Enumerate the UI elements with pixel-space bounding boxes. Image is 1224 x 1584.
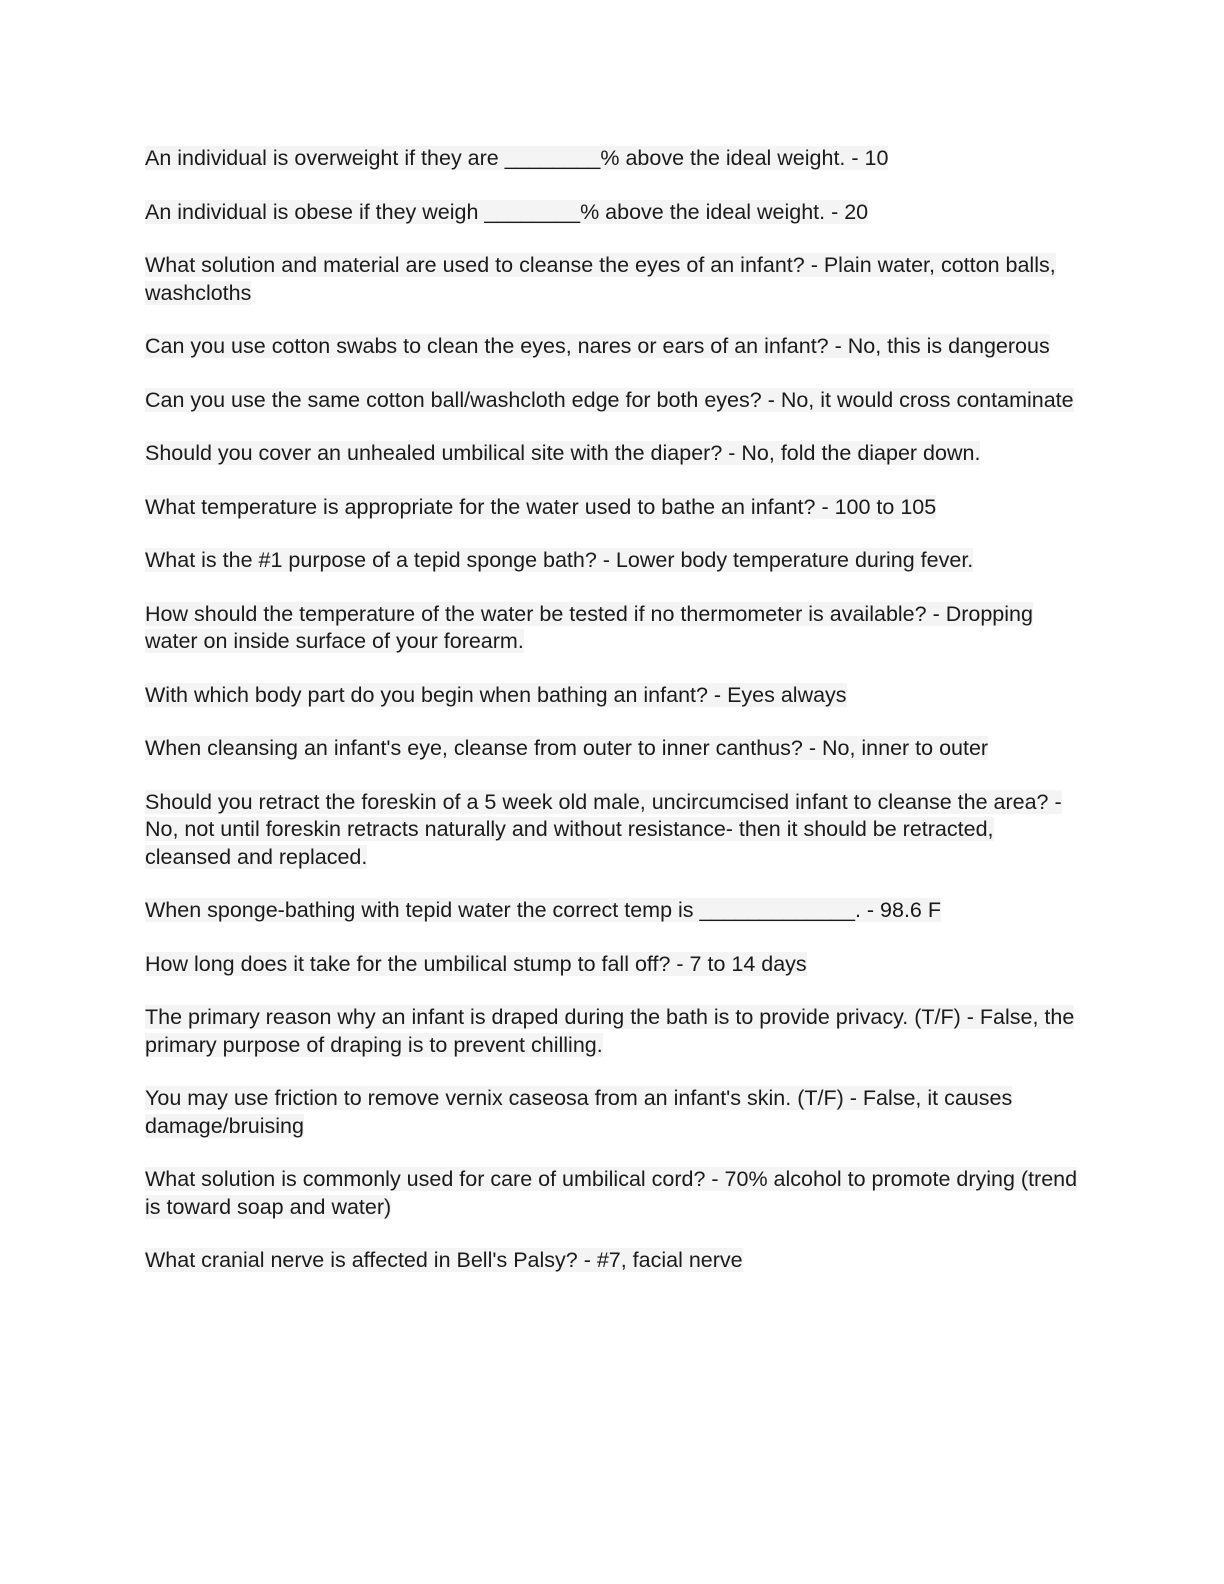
qa-text: What solution and material are used to cleanse the eyes of an infant? - Plain water, cotton balls, washcloths [145, 253, 1056, 305]
qa-item-eye-cleansing-solution [145, 252, 1085, 307]
qa-item-begin-body-part [145, 682, 1085, 710]
qa-item-overweight [145, 145, 1085, 173]
qa-text: You may use friction to remove vernix caseosa from an infant's skin. (T/F) - False, it causes damage/bruising [145, 1086, 1013, 1138]
qa-text: An individual is obese if they weigh ________% above the ideal weight. - 20 [145, 199, 869, 224]
qa-text: Should you retract the foreskin of a 5 week old male, uncircumcised infant to cleanse the area? - No, not until foreskin retracts naturally and without resistance- then it should be retracted, cleansed and replaced. [145, 789, 1062, 869]
qa-text: What temperature is appropriate for the water used to bathe an infant? - 100 to 105 [145, 494, 937, 519]
qa-item-cotton-swabs [145, 333, 1085, 361]
qa-item-same-cotton-ball [145, 387, 1085, 415]
qa-text: How long does it take for the umbilical stump to fall off? - 7 to 14 days [145, 951, 807, 976]
qa-text: When sponge-bathing with tepid water the correct temp is _____________. - 98.6 F [145, 898, 941, 922]
qa-item-bells-palsy [145, 1247, 1085, 1275]
qa-text: How should the temperature of the water be tested if no thermometer is available? - Dropping water on inside surface of your forearm. [145, 601, 1033, 653]
qa-list [145, 145, 1085, 1301]
qa-item-vernix-caseosa [145, 1085, 1085, 1140]
qa-item-bath-water-temp [145, 494, 1085, 522]
qa-text: The primary reason why an infant is draped during the bath is to provide privacy. (T/F) - False, the primary purpose of draping is to prevent chilling. [145, 1005, 1075, 1057]
qa-text: What is the #1 purpose of a tepid sponge bath? - Lower body temperature during fever. [145, 548, 974, 572]
qa-text: Can you use cotton swabs to clean the eyes, nares or ears of an infant? - No, this is dangerous [145, 334, 1050, 358]
qa-text: What solution is commonly used for care of umbilical cord? - 70% alcohol to promote drying (trend is toward soap and water) [145, 1167, 1078, 1219]
qa-item-tepid-sponge-purpose [145, 547, 1085, 575]
qa-item-umbilical-diaper [145, 440, 1085, 468]
qa-text: When cleansing an infant's eye, cleanse from outer to inner canthus? - No, inner to outer [145, 736, 989, 760]
qa-item-draping [145, 1004, 1085, 1059]
qa-item-obese [145, 199, 1085, 227]
qa-text: An individual is overweight if they are ________% above the ideal weight. - 10 [145, 146, 889, 170]
qa-item-foreskin [145, 789, 1085, 872]
qa-text: With which body part do you begin when bathing an infant? - Eyes always [145, 682, 847, 707]
qa-text: Can you use the same cotton ball/washcloth edge for both eyes? - No, it would cross contaminate [145, 387, 1074, 412]
qa-item-umbilical-stump [145, 951, 1085, 979]
qa-text: Should you cover an unhealed umbilical site with the diaper? - No, fold the diaper down. [145, 441, 981, 465]
qa-text: What cranial nerve is affected in Bell's Palsy? - #7, facial nerve [145, 1248, 743, 1272]
qa-item-test-water-temp [145, 601, 1085, 656]
qa-item-eye-canthus [145, 735, 1085, 763]
qa-item-umbilical-cord-care [145, 1166, 1085, 1221]
qa-item-sponge-bath-temp [145, 897, 1085, 925]
